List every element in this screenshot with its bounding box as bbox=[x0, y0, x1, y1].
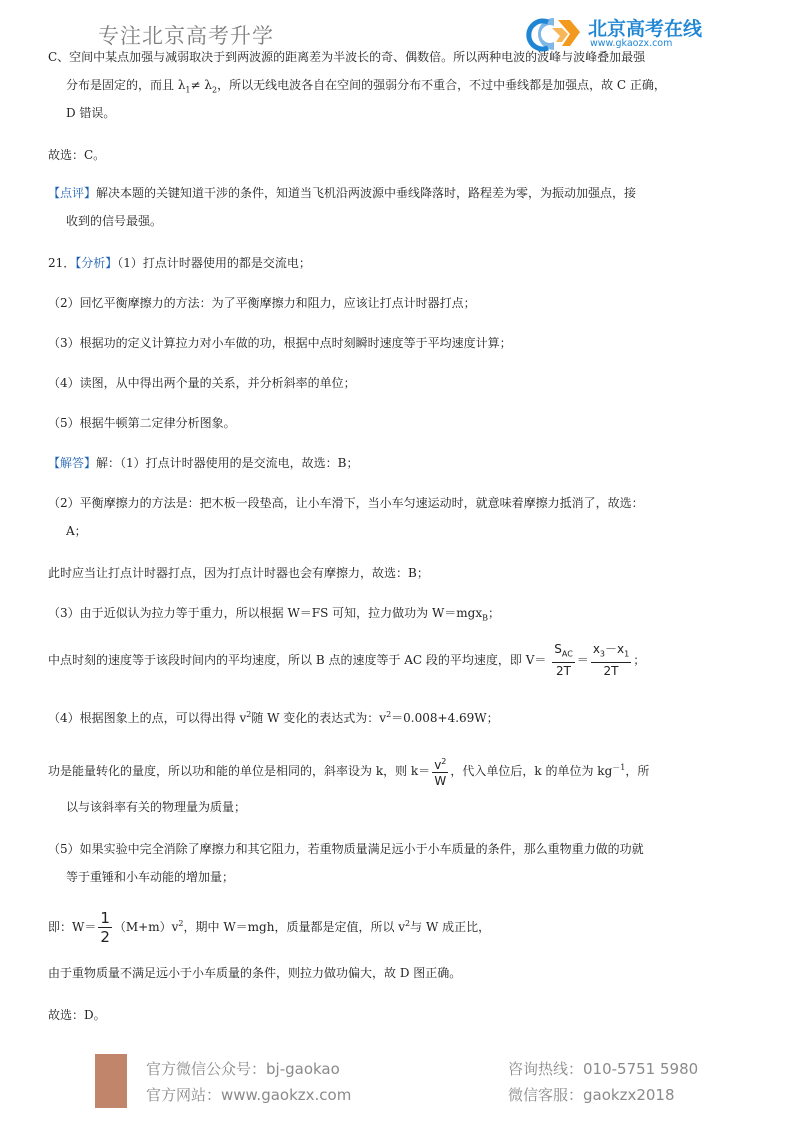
footer-service: 微信客服：gaokzx2018 bbox=[508, 1086, 675, 1104]
text-line: （5）根据牛顿第二定律分析图象。 bbox=[48, 416, 236, 430]
text-line: 故选：D。 bbox=[48, 1008, 106, 1022]
footer-wechat: 官方微信公众号：bj-gaokao bbox=[146, 1060, 340, 1078]
analysis-tag: 【分析】 bbox=[75, 256, 118, 270]
logo-name: 北京高考在线 bbox=[588, 18, 703, 40]
text-line: （2）平衡摩擦力的方法是：把木板一段垫高，让小车滑下，当小车匀速运动时，就意味着摩擦力抵消了，故选： bbox=[48, 496, 644, 510]
fraction-sac-2t: $\frac{S_{AC}}{2T}$ bbox=[554, 642, 573, 678]
text-line: 等于重锤和小车动能的增加量； bbox=[66, 870, 235, 884]
text-line: （5）如果实验中完全消除了摩擦力和其它阻力，若重物质量满足远小于小车质量的条件，那么重物重力做的功就 bbox=[48, 842, 644, 856]
fraction-x3-x1-2t: $\frac{x_3-x_1}{2T}$ bbox=[592, 642, 630, 678]
text-line: A； bbox=[66, 524, 87, 538]
text-line: （4）读图，从中得出两个量的关系，并分析斜率的单位； bbox=[48, 376, 356, 390]
fraction-v2-w: $\frac{v^2}{W}$ bbox=[434, 756, 447, 788]
text-line: 以与该斜率有关的物理量为质量； bbox=[66, 800, 247, 814]
text-line: （3）根据功的定义计算拉力对小车做的功，根据中点时刻瞬时速度等于平均速度计算； bbox=[48, 336, 512, 350]
text-line: （3）由于近似认为拉力等于重力，所以根据 W＝FS 可知，拉力做功为 W＝mgx$_B$； bbox=[48, 606, 501, 623]
footer-bar bbox=[95, 1054, 127, 1108]
formula-line: 中点时刻的速度等于该段时间内的平均速度，所以 B 点的速度等于 AC 段的平均速度，即 V＝ $\frac{S_{AC}}{2T}$ ＝ $\frac{x_3-x_1}{2T}$ ； bbox=[48, 642, 646, 678]
answer-paragraph: 【解答】解：（1）打点计时器使用的是交流电，故选：B； bbox=[48, 456, 359, 470]
text-line: 此时应当让打点计时器打点，因为打点计时器也会有摩擦力，故选：B； bbox=[48, 566, 429, 580]
comment-tag: 【点评】 bbox=[48, 186, 97, 200]
header-slogan: 专注北京高考升学 bbox=[98, 24, 274, 48]
formula-line: 功是能量转化的量度，所以功和能的单位是相同的，斜率设为 k，则 k＝ $\frac{v^2}{W}$ ，代入单位后，k 的单位为 $kg^{-1}$，所 bbox=[48, 756, 650, 788]
text-line: （4）根据图象上的点，可以得出得 $v^2$随 W 变化的表达式为：$v^2=0.008+4.69W$； bbox=[48, 710, 499, 725]
fraction-one-half: $\frac{1}{2}$ bbox=[100, 909, 110, 946]
analysis-paragraph: 21．【分析】（1）打点计时器使用的都是交流电； bbox=[48, 256, 311, 270]
comment-paragraph: 【点评】解决本题的关键知道干涉的条件，知道当飞机沿两波源中垂线降落时，路程差为零，为振动加强点，接 bbox=[48, 186, 637, 200]
formula-line: 即：W＝ $\frac{1}{2}$ $(M+m)v^2$，期中 W＝mgh，质量都是定值，所以 $v^2$与 W 成正比， bbox=[48, 909, 491, 946]
logo-url: www.gkaozx.com bbox=[590, 38, 673, 49]
footer-website: 官方网站：www.gaokzx.com bbox=[146, 1086, 352, 1104]
text-line: D 错误。 bbox=[66, 106, 116, 120]
answer-tag: 【解答】 bbox=[48, 456, 97, 470]
footer-hotline: 咨询热线：010-5751 5980 bbox=[508, 1060, 699, 1078]
text-line: 故选：C。 bbox=[48, 148, 106, 162]
text-line: 分布是固定的，而且 $\lambda_1\ne \lambda_2$，所以无线电波各自在空间的强弱分布不重合，不过中垂线都是加强点，故 C 正确， bbox=[66, 78, 666, 95]
text-line: 收到的信号最强。 bbox=[66, 214, 163, 228]
page-footer bbox=[0, 1050, 794, 1110]
text-line: 由于重物质量不满足远小于小车质量的条件，则拉力做功偏大，故 D 图正确。 bbox=[48, 966, 462, 980]
text-line: C、空间中某点加强与减弱取决于到两波源的距离差为半波长的奇、偶数倍。所以两种电波的波峰与波峰叠加最强 bbox=[48, 50, 646, 64]
text-line: （2）回忆平衡摩擦力的方法：为了平衡摩擦力和阻力，应该让打点计时器打点； bbox=[48, 296, 476, 310]
